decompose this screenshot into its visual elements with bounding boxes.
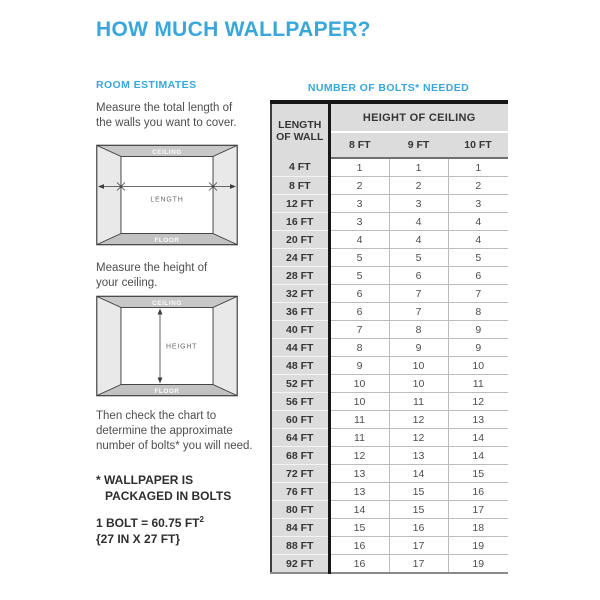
bolt-count-cell: 14	[448, 447, 508, 465]
bolt-count-cell: 9	[448, 339, 508, 357]
wall-length-cell: 60 FT	[271, 411, 329, 429]
wall-length-cell: 4 FT	[271, 158, 329, 177]
floor-label: FLOOR	[154, 387, 180, 395]
bolt-count-cell: 14	[329, 501, 389, 519]
bolt-count-cell: 15	[389, 501, 448, 519]
bolt-count-cell: 9	[448, 321, 508, 339]
bolt-count-cell: 2	[448, 177, 508, 195]
bolts-needed-heading: NUMBER OF BOLTS* NEEDED	[307, 82, 470, 94]
bolt-count-cell: 14	[448, 429, 508, 447]
table-row	[271, 375, 508, 393]
table-row	[271, 158, 508, 177]
right-wall-panel	[213, 297, 237, 396]
bolt-count-cell: 1	[329, 158, 389, 177]
bolt-size-text: 1 BOLT = 60.75 FT	[96, 516, 200, 530]
bolt-count-cell: 4	[448, 231, 508, 249]
bolt-count-cell: 19	[448, 555, 508, 574]
table-row	[271, 429, 508, 447]
bolt-definition-note	[96, 472, 231, 504]
bolt-count-cell: 7	[448, 285, 508, 303]
bolt-count-cell: 16	[329, 555, 389, 574]
step3-line3: number of bolts* you will need.	[96, 440, 253, 452]
wall-length-cell: 92 FT	[271, 555, 329, 574]
table-row	[271, 501, 508, 519]
table-row	[271, 267, 508, 285]
bolt-count-cell: 2	[389, 177, 448, 195]
bolt-count-cell: 10	[389, 357, 448, 375]
bolt-count-cell: 17	[389, 537, 448, 555]
table-row	[271, 339, 508, 357]
table-row	[271, 285, 508, 303]
step2-line1: Measure the height of	[96, 262, 208, 274]
bolt-count-cell: 10	[448, 357, 508, 375]
table-row	[271, 213, 508, 231]
table-row	[271, 393, 508, 411]
wall-length-cell: 52 FT	[271, 375, 329, 393]
bolt-count-cell: 11	[389, 393, 448, 411]
wall-length-cell: 32 FT	[271, 285, 329, 303]
bolt-count-cell: 6	[448, 267, 508, 285]
wall-length-cell: 24 FT	[271, 249, 329, 267]
room-estimates-heading: ROOM ESTIMATES	[96, 79, 197, 91]
bolt-count-cell: 11	[329, 429, 389, 447]
bolt-count-cell: 1	[448, 158, 508, 177]
table-row	[271, 519, 508, 537]
table-row	[271, 483, 508, 501]
bolt-count-cell: 16	[448, 483, 508, 501]
bolt-count-cell: 18	[448, 519, 508, 537]
bolt-count-cell: 4	[448, 213, 508, 231]
bolt-count-cell: 2	[329, 177, 389, 195]
wall-length-cell: 56 FT	[271, 393, 329, 411]
length-of-wall-header: LENGTH OF WALL	[271, 102, 329, 158]
wall-length-cell: 80 FT	[271, 501, 329, 519]
wall-length-cell: 44 FT	[271, 339, 329, 357]
bolt-count-cell: 4	[389, 231, 448, 249]
height-measure-label: HEIGHT	[166, 343, 198, 351]
bolt-count-cell: 13	[329, 483, 389, 501]
bolt-count-cell: 8	[389, 321, 448, 339]
bolt-count-cell: 12	[329, 447, 389, 465]
wall-length-cell: 64 FT	[271, 429, 329, 447]
bolt-count-cell: 11	[448, 375, 508, 393]
ceiling-label: CEILING	[152, 148, 182, 156]
bolt-count-cell: 6	[389, 267, 448, 285]
bolt-count-cell: 10	[329, 393, 389, 411]
bolt-count-cell: 16	[329, 537, 389, 555]
table-row	[271, 447, 508, 465]
bolt-count-cell: 5	[448, 249, 508, 267]
floor-label: FLOOR	[154, 236, 180, 244]
bolt-count-cell: 4	[389, 213, 448, 231]
bolt-count-cell: 17	[389, 555, 448, 574]
bolt-count-cell: 13	[448, 411, 508, 429]
note2-line1	[96, 512, 204, 531]
back-wall-panel	[121, 157, 213, 234]
bolt-count-cell: 4	[329, 231, 389, 249]
bolt-count-cell: 9	[329, 357, 389, 375]
bolt-count-cell: 9	[389, 339, 448, 357]
table-row	[271, 465, 508, 483]
bolt-count-cell: 7	[389, 303, 448, 321]
bolt-count-cell: 16	[389, 519, 448, 537]
bolt-count-cell: 5	[329, 249, 389, 267]
bolt-count-cell: 8	[329, 339, 389, 357]
bolt-count-cell: 5	[389, 249, 448, 267]
step2-line2: your ceiling.	[96, 277, 158, 289]
bolt-count-cell: 1	[389, 158, 448, 177]
bolts-table	[270, 100, 508, 574]
height-diagram-svg	[96, 294, 238, 398]
bolt-count-cell: 8	[448, 303, 508, 321]
wall-length-cell: 84 FT	[271, 519, 329, 537]
step3-line2: determine the approximate	[96, 425, 233, 437]
wall-length-cell: 48 FT	[271, 357, 329, 375]
step1-text	[96, 101, 237, 131]
bolt-count-cell: 6	[329, 303, 389, 321]
bolt-count-cell: 5	[329, 267, 389, 285]
col-header-8ft: 8 FT	[329, 132, 389, 158]
right-wall-panel	[213, 146, 237, 245]
wall-length-cell: 88 FT	[271, 537, 329, 555]
bolt-count-cell: 15	[448, 465, 508, 483]
bolt-count-cell: 17	[448, 501, 508, 519]
bolt-size-superscript: 2	[199, 515, 204, 524]
bolt-count-cell: 12	[389, 411, 448, 429]
length-diagram-svg	[96, 143, 238, 247]
bolt-count-cell: 14	[389, 465, 448, 483]
bolt-count-cell: 12	[389, 429, 448, 447]
table-row	[271, 537, 508, 555]
height-diagram	[96, 294, 238, 398]
step2-text	[96, 261, 207, 291]
note1-line2: PACKAGED IN BOLTS	[105, 489, 232, 503]
bolt-count-cell: 7	[389, 285, 448, 303]
left-wall-panel	[97, 297, 121, 396]
step3-text	[96, 409, 253, 454]
bolt-count-cell: 3	[448, 195, 508, 213]
bolt-count-cell: 10	[389, 375, 448, 393]
table-row	[271, 177, 508, 195]
bolt-count-cell: 15	[389, 483, 448, 501]
step3-line1: Then check the chart to	[96, 410, 217, 422]
bolt-count-cell: 3	[329, 213, 389, 231]
wall-length-cell: 68 FT	[271, 447, 329, 465]
page-title: HOW MUCH WALLPAPER?	[96, 18, 371, 41]
wall-length-cell: 28 FT	[271, 267, 329, 285]
table-row	[271, 555, 508, 574]
wall-length-cell: 8 FT	[271, 177, 329, 195]
length-measure-label: LENGTH	[150, 196, 184, 204]
table-row	[271, 195, 508, 213]
wall-length-cell: 12 FT	[271, 195, 329, 213]
bolt-count-cell: 15	[329, 519, 389, 537]
bolt-count-cell: 13	[389, 447, 448, 465]
table-row	[271, 411, 508, 429]
length-diagram	[96, 143, 238, 247]
bolt-count-cell: 19	[448, 537, 508, 555]
bolt-size-note	[96, 512, 204, 547]
wall-length-cell: 36 FT	[271, 303, 329, 321]
bolts-table-body	[271, 158, 508, 573]
note2-line2: {27 IN X 27 FT}	[96, 532, 181, 546]
table-row	[271, 303, 508, 321]
bolt-count-cell: 6	[329, 285, 389, 303]
col-header-10ft: 10 FT	[448, 132, 508, 158]
bolt-count-cell: 13	[329, 465, 389, 483]
col-header-9ft: 9 FT	[389, 132, 448, 158]
table-row	[271, 231, 508, 249]
step1-line2: the walls you want to cover.	[96, 117, 237, 129]
height-of-ceiling-header: HEIGHT OF CEILING	[329, 102, 508, 132]
bolt-count-cell: 10	[329, 375, 389, 393]
wall-length-cell: 16 FT	[271, 213, 329, 231]
table-row	[271, 321, 508, 339]
bolt-count-cell: 7	[329, 321, 389, 339]
note1-line1: * WALLPAPER IS	[96, 473, 194, 487]
bolt-count-cell: 11	[329, 411, 389, 429]
table-row	[271, 357, 508, 375]
ceiling-label: CEILING	[152, 299, 182, 307]
step1-line1: Measure the total length of	[96, 102, 233, 114]
left-wall-panel	[97, 146, 121, 245]
bolt-count-cell: 3	[329, 195, 389, 213]
table-row	[271, 249, 508, 267]
bolts-table-section	[270, 100, 507, 574]
wall-length-cell: 40 FT	[271, 321, 329, 339]
wall-length-cell: 76 FT	[271, 483, 329, 501]
bolt-count-cell: 12	[448, 393, 508, 411]
wall-length-cell: 20 FT	[271, 231, 329, 249]
wall-length-cell: 72 FT	[271, 465, 329, 483]
bolt-count-cell: 3	[389, 195, 448, 213]
